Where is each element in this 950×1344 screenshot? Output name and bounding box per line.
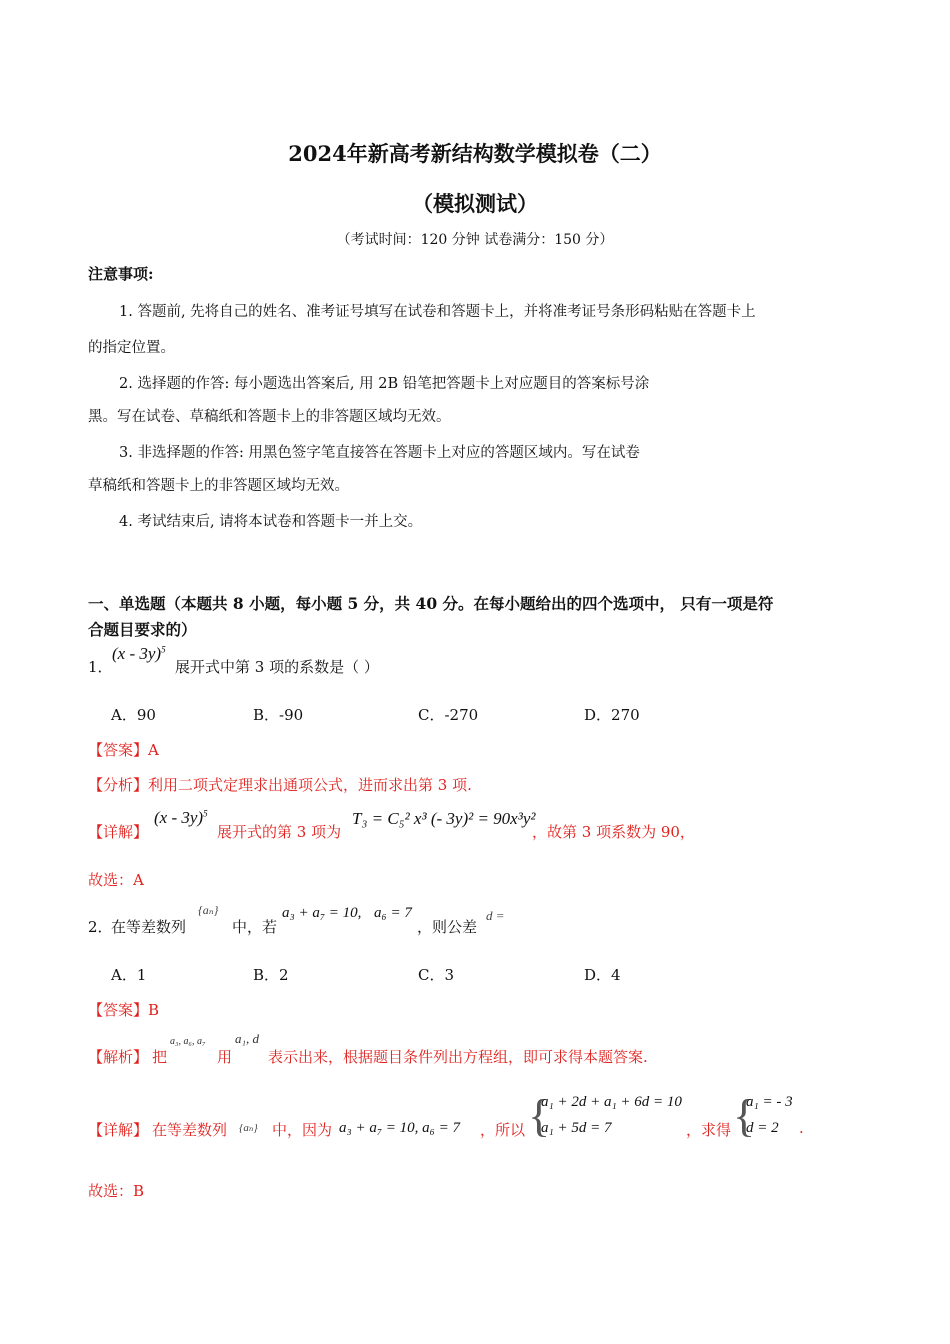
q2-analysis-vars-1: a₃, a₆, a₇ xyxy=(170,1036,206,1047)
q2-option-b: B．2 xyxy=(253,966,289,984)
notice-item-3-line-2: 草稿纸和答题卡上的非答题区域均无效。 xyxy=(88,478,349,494)
notice-item-4: 4. 考试结束后, 请将本试卷和答题卡一并上交。 xyxy=(119,514,423,530)
q2-detail-end: . xyxy=(799,1119,804,1137)
system-2-row-2: d = 2 xyxy=(746,1120,779,1136)
q2-analysis-mid: 用 xyxy=(217,1048,233,1066)
q2-detail-text-1: 在等差数列 xyxy=(152,1121,228,1139)
q2-option-d: D．4 xyxy=(584,966,621,984)
q2-analysis-pre: 把 xyxy=(152,1048,168,1066)
exam-info: （考试时间：120 分钟 试卷满分：150 分） xyxy=(336,232,614,248)
q1-detail-text-2: ，故第 3 项系数为 90， xyxy=(532,823,695,841)
system-2-brace: { xyxy=(733,1090,756,1141)
q2-analysis-vars-2: a₁, d xyxy=(235,1031,260,1046)
q1-answer: 【答案】A xyxy=(88,741,159,759)
q2-option-c: C．3 xyxy=(418,966,455,984)
system-2-row-1: a₁ = - 3 xyxy=(746,1094,793,1110)
q2-condition-2: a₆ = 7 xyxy=(374,905,412,921)
section-heading-line-1: 一、单选题（本题共 8 小题，每小题 5 分，共 40 分。在每小题给出的四个选项中， 只有一项是符 xyxy=(88,594,774,613)
notice-item-2-line-2: 黑。写在试卷、草稿纸和答题卡上的非答题区域均无效。 xyxy=(88,409,451,425)
notice-item-3-line-1: 3. 非选择题的作答: 用黑色签字笔直接答在答题卡上对应的答题区域内。写在试卷 xyxy=(119,445,640,461)
system-1-brace: { xyxy=(528,1090,551,1141)
notice-heading: 注意事项: xyxy=(88,265,154,283)
q1-detail-text-1: 展开式的第 3 项为 xyxy=(217,823,342,841)
q2-option-a: A．1 xyxy=(111,966,147,984)
q2-ask: d = xyxy=(486,908,505,923)
q2-analysis-post: 表示出来，根据题目条件列出方程组，即可求得本题答案. xyxy=(268,1048,648,1066)
section-heading-line-2: 合题目要求的） xyxy=(88,620,197,639)
q1-option-c: C．-270 xyxy=(418,706,479,724)
system-1-row-2: a₁ + 5d = 7 xyxy=(541,1120,612,1136)
notice-item-2-line-1: 2. 选择题的作答: 每小题选出答案后, 用 2B 铅笔把答题卡上对应题目的答案标号涂 xyxy=(119,376,650,392)
q1-detail-expression: (x - 3y)$^5$ xyxy=(154,808,208,827)
q2-condition-1: a₃ + a₇ = 10, xyxy=(282,905,362,921)
q1-analysis: 【分析】利用二项式定理求出通项公式，进而求出第 3 项. xyxy=(88,776,472,794)
system-1-row-1: a₁ + 2d + a₁ + 6d = 10 xyxy=(541,1094,682,1110)
exam-subtitle: （模拟测试） xyxy=(412,191,538,216)
q1-number: 1． xyxy=(88,658,113,676)
q2-sequence: {aₙ} xyxy=(198,903,219,917)
q1-detail-label: 【详解】 xyxy=(88,823,149,841)
q2-detail-label: 【详解】 xyxy=(88,1121,149,1139)
exam-title: 2024年新高考新结构数学模拟卷（二） xyxy=(288,141,662,166)
q2-detail-text-3: ，所以 xyxy=(480,1121,526,1139)
q1-stem: 展开式中第 3 项的系数是（ ） xyxy=(175,658,379,676)
q1-option-b: B．-90 xyxy=(253,706,304,724)
q1-expression: (x - 3y)$^5$ xyxy=(112,644,166,663)
q1-conclusion: 故选：A xyxy=(88,871,144,889)
q2-stem-1: 在等差数列 xyxy=(111,918,187,936)
q1-option-d: D．270 xyxy=(584,706,640,724)
q2-detail-condition: a₃ + a₇ = 10, a₆ = 7 xyxy=(339,1120,461,1136)
q1-detail-formula: T₃ = C₅² x³ (- 3y)² = 90x³y² xyxy=(352,809,536,828)
q2-number: 2． xyxy=(88,918,113,936)
q2-detail-text-2: 中，因为 xyxy=(272,1121,333,1139)
q2-conclusion: 故选：B xyxy=(88,1182,145,1200)
notice-item-1-line-1: 1. 答题前, 先将自己的姓名、准考证号填写在试卷和答题卡上，并将准考证号条形码粘贴在答题卡上 xyxy=(119,304,756,320)
q2-stem-3: ，则公差 xyxy=(417,918,478,936)
q2-detail-text-4: ，求得 xyxy=(686,1121,732,1139)
q2-answer: 【答案】B xyxy=(88,1001,160,1019)
notice-item-1-line-2: 的指定位置。 xyxy=(88,340,175,356)
q2-stem-2: 中，若 xyxy=(232,918,278,936)
q2-detail-sequence: {aₙ} xyxy=(239,1122,258,1134)
q2-analysis-label: 【解析】 xyxy=(88,1048,149,1066)
q1-option-a: A．90 xyxy=(111,706,156,724)
